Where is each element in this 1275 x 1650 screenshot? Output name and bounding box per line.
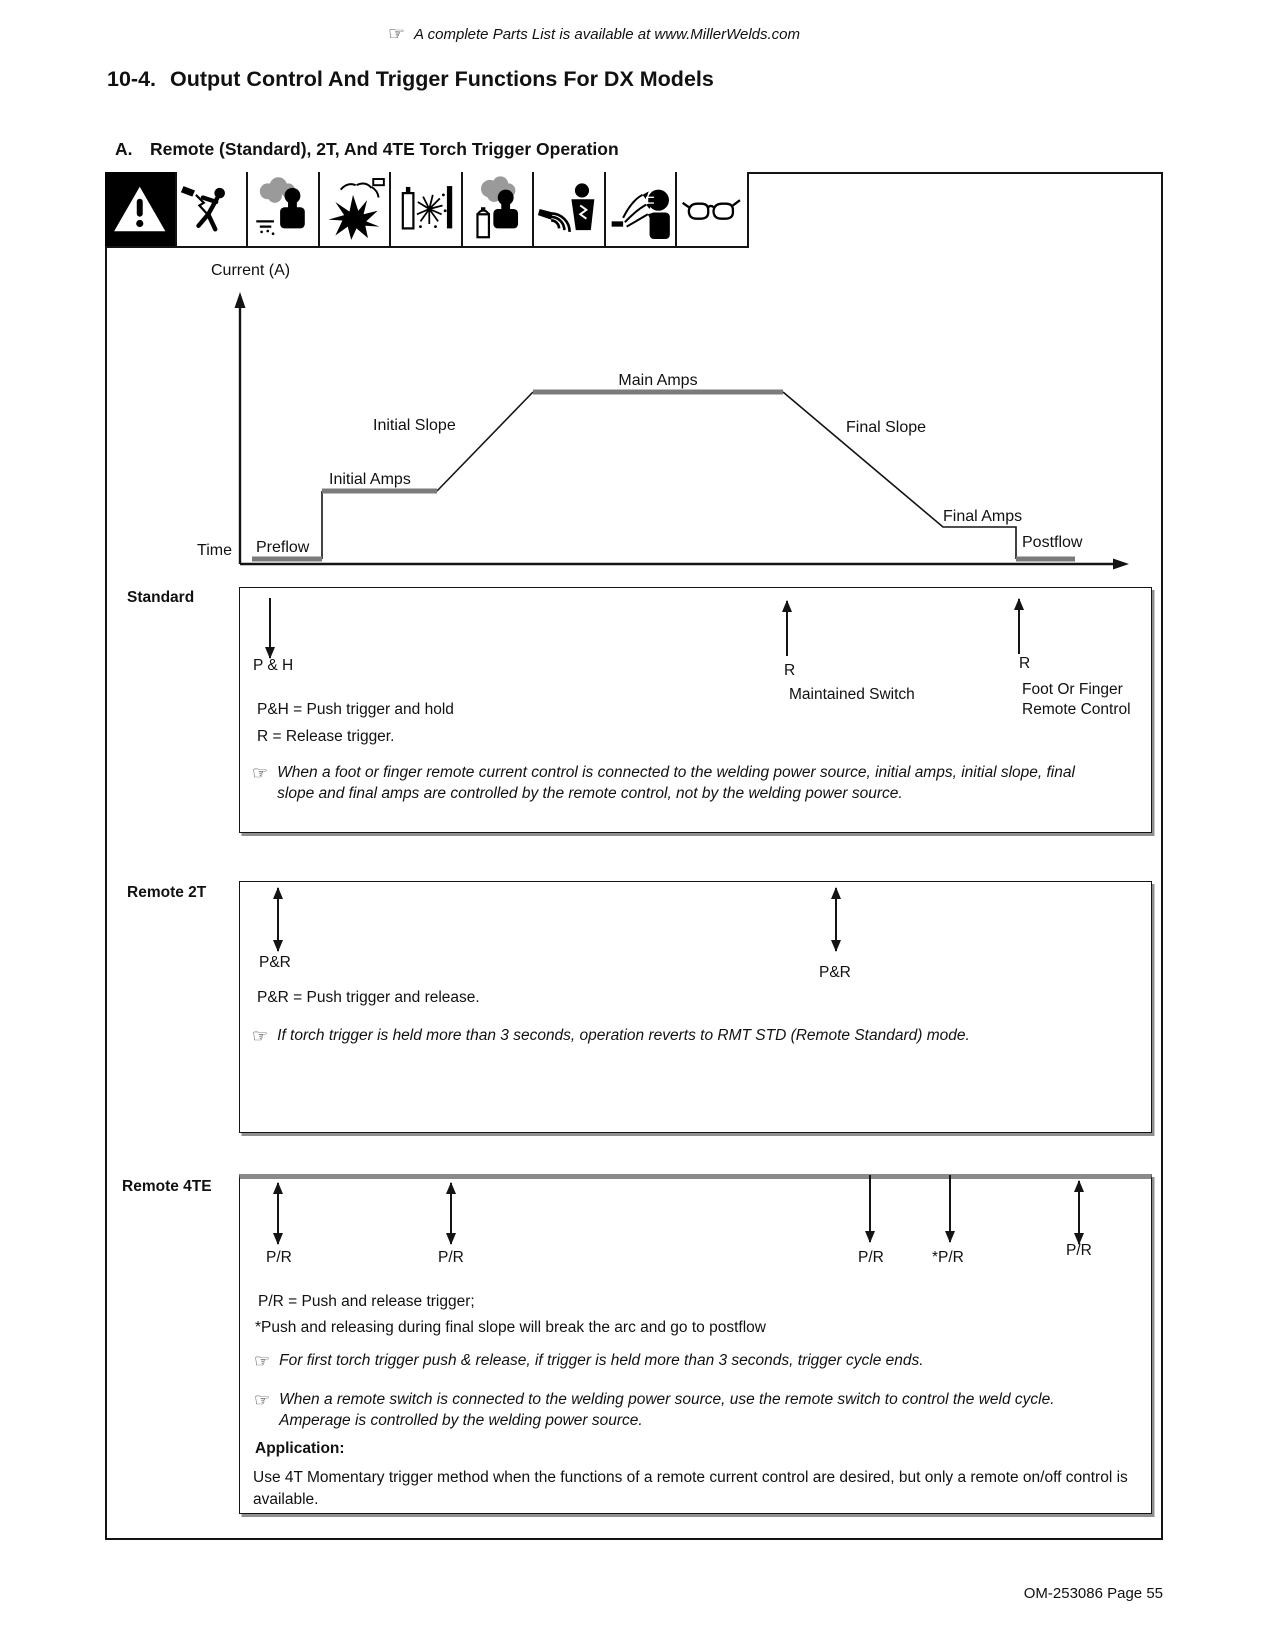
pointing-hand-icon: ☞ — [254, 1390, 271, 1410]
standard-section-box — [239, 587, 1152, 833]
pointing-hand-icon: ☞ — [252, 1026, 269, 1046]
x-axis-label: Time — [197, 542, 232, 559]
main-amps-label: Main Amps — [618, 372, 698, 389]
note-text: When a foot or finger remote current control is connected to the welding power source, initial amps, initial slope, final slope and final amps are controlled by the remote control, not by the welding power source. — [277, 764, 1075, 802]
section-number: 10-4. — [107, 67, 157, 91]
definition-line: R = Release trigger. — [257, 728, 395, 745]
push-release-arrow-icon — [869, 1175, 871, 1242]
application-text: Use 4T Momentary trigger method when the functions of a remote current control are desired, but only a remote on/off control is available. — [253, 1469, 1128, 1508]
marker-label: R — [1019, 655, 1031, 672]
pointing-hand-icon: ☞ — [254, 1351, 271, 1371]
release-arrow-icon — [1018, 599, 1020, 654]
subsection-letter: A. — [115, 139, 133, 159]
marker-label: P/R — [1066, 1242, 1092, 1259]
note-text: If torch trigger is held more than 3 seconds, operation reverts to RMT STD (Remote Standard) mode. — [277, 1027, 970, 1044]
initial-slope-label: Initial Slope — [373, 417, 456, 434]
marker-label: P&R — [819, 964, 851, 981]
subsection-title — [115, 139, 619, 160]
x-axis-arrowhead — [1113, 559, 1129, 570]
section-title-text: Output Control And Trigger Functions For DX Models — [170, 67, 714, 91]
push-hold-arrow-icon — [269, 598, 271, 658]
application-heading: Application: — [255, 1440, 345, 1457]
marker-sublabel: Foot Or Finger Remote Control — [1022, 681, 1131, 718]
push-release-arrow-icon — [835, 888, 837, 951]
initial-amps-label: Initial Amps — [329, 471, 411, 488]
definition-line: P&H = Push trigger and hold — [257, 701, 454, 718]
note-text: For first torch trigger push & release, if trigger is held more than 3 seconds, trigger cycle ends. — [279, 1352, 924, 1369]
marker-label: *P/R — [932, 1249, 964, 1266]
marker-label: P/R — [266, 1249, 292, 1266]
definition-line: P/R = Push and release trigger; — [258, 1293, 475, 1310]
subsection-title-text: Remote (Standard), 2T, And 4TE Torch Trigger Operation — [150, 139, 619, 159]
flying-sparks-cylinder-icon — [391, 172, 463, 248]
marker-sublabel: Maintained Switch — [789, 686, 915, 703]
release-arrow-icon — [786, 601, 788, 656]
final-amps-label: Final Amps — [943, 508, 1023, 525]
postflow-label: Postflow — [1022, 534, 1083, 551]
page-footer: OM-253086 Page 55 — [1023, 1585, 1163, 1602]
push-release-arrow-icon — [949, 1175, 951, 1242]
push-release-arrow-icon — [1078, 1181, 1080, 1244]
pointing-hand-icon: ☞ — [252, 763, 269, 783]
header-parts-note-text: A complete Parts List is available at www.MillerWelds.com — [414, 26, 801, 43]
definition-line: P&R = Push trigger and release. — [257, 989, 480, 1006]
preflow-label: Preflow — [256, 539, 310, 556]
explosion-icon — [320, 172, 392, 248]
remote-4te-section-box — [239, 1174, 1152, 1514]
safety-glasses-icon — [677, 172, 749, 248]
header-parts-note — [388, 25, 800, 44]
marker-label: P & H — [253, 657, 294, 674]
remote-2t-section-label: Remote 2T — [127, 884, 207, 901]
safety-icon-strip — [105, 172, 749, 248]
marker-label: R — [784, 662, 796, 679]
final-slope-label: Final Slope — [846, 419, 927, 436]
welding-fumes-icon — [248, 172, 320, 248]
push-release-arrow-icon — [277, 1183, 279, 1244]
weld-cycle-chart — [105, 248, 1163, 587]
warning-triangle-icon — [105, 172, 177, 248]
y-axis-arrowhead — [235, 292, 246, 308]
push-release-arrow-icon — [450, 1183, 452, 1244]
y-axis-label: Current (A) — [211, 262, 291, 279]
note — [252, 1026, 1112, 1047]
section-title — [107, 67, 714, 92]
note — [254, 1351, 1124, 1372]
marker-label: P/R — [438, 1249, 464, 1266]
remote-4te-section-label: Remote 4TE — [122, 1178, 212, 1195]
pointing-hand-icon: ☞ — [388, 24, 406, 45]
arc-rays-icon — [534, 172, 606, 248]
definition-line: *Push and releasing during final slope will break the arc and go to postflow — [255, 1319, 766, 1336]
marker-label: P&R — [259, 954, 291, 971]
remote-2t-section-box — [239, 881, 1152, 1133]
note-text: When a remote switch is connected to the welding power source, use the remote switch to control the weld cycle. Amperage is controlled by the welding power source. — [279, 1391, 1055, 1429]
note — [252, 763, 1088, 804]
marker-label: P/R — [858, 1249, 884, 1266]
sparks-helmet-icon — [606, 172, 678, 248]
note — [254, 1390, 1134, 1431]
electric-shock-icon — [177, 172, 249, 248]
gas-cylinder-fumes-icon — [463, 172, 535, 248]
push-release-arrow-icon — [277, 888, 279, 951]
standard-section-label: Standard — [127, 589, 195, 606]
